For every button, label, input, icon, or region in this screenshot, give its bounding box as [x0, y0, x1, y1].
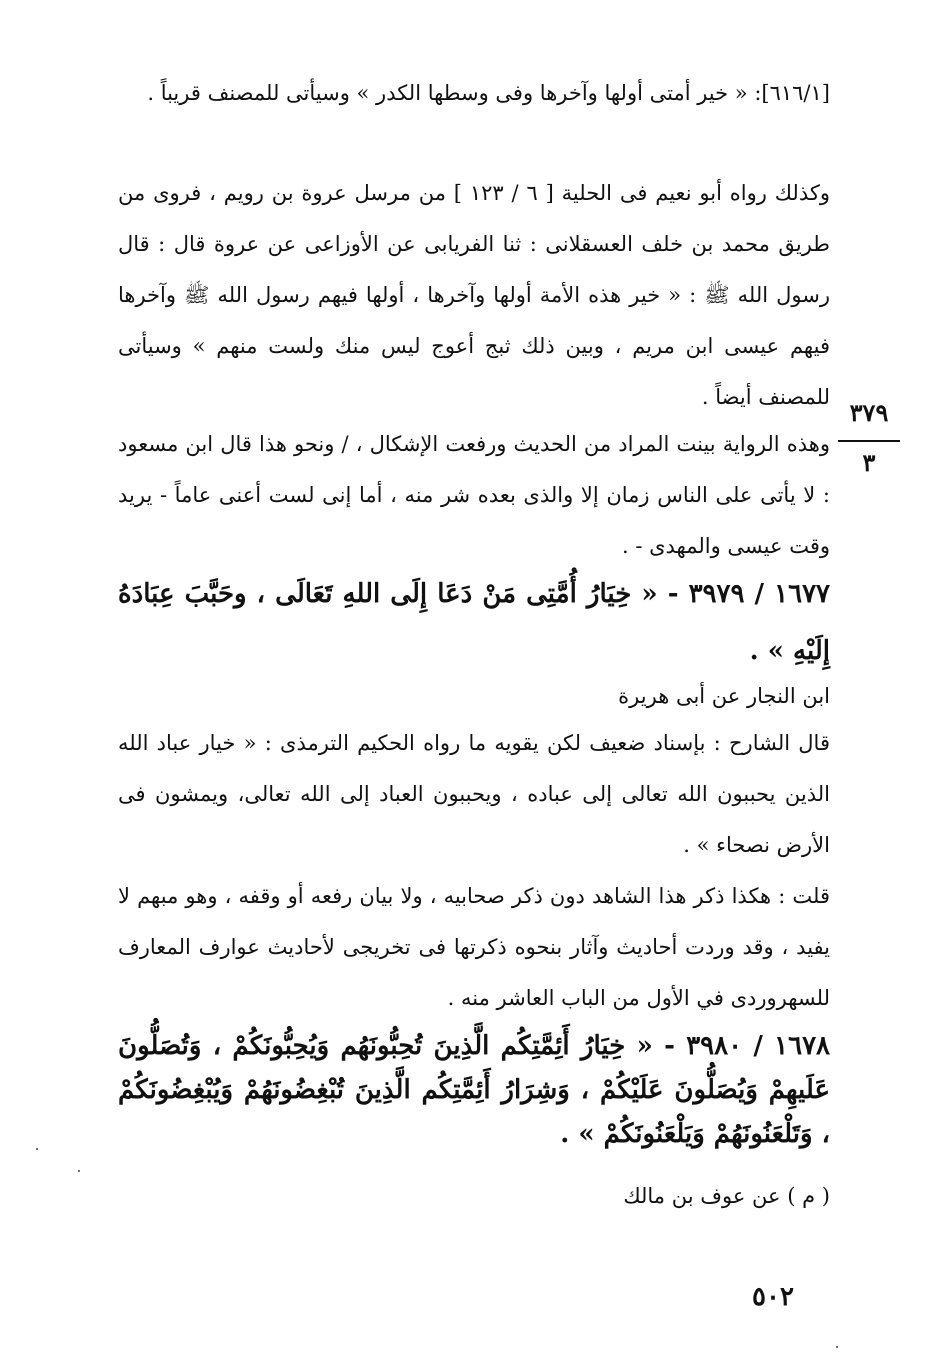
page-number: ٥٠٢ [752, 1282, 794, 1312]
commentary-paragraph-3: وهذه الرواية بينت المراد من الحديث ورفعت الإشكال ، / ونحو هذا قال ابن مسعود : لا يأتى على الناس زمان إلا والذى بعده شر منه ، أما إنى لست أعنى عاماً - يريد وقت عيسى والمهدى - . [118, 432, 831, 558]
hadith-1678: ١٦٧٨ / ٣٩٨٠ - « خِيَارُ أَئِمَّتِكُم الَّذِينَ تُحِبُّونَهُم وَيُحِبُّونَكُمْ ، وَتُصَلُّونَ عَلَيهِمْ وَيُصَلُّونَ عَلَيْكُمْ ، وَشِرَارُ أَئِمَّتِكُم الَّذِينَ تُبْغِضُونَهُمْ وَيُبْغِضُونَكُمْ ، وَتَلْعَنُونَهُمْ وَيَلْعَنُونَكُمْ » . [118, 1031, 830, 1149]
scan-speck [836, 1346, 838, 1348]
commentary-paragraph-5: قلت : هكذا ذكر هذا الشاهد دون ذكر صحابيه ، ولا بيان رفعه أو وقفه ، وهو مبهم لا يفيد ، وقد وردت أحاديث وآثار بنحوه ذكرتها فى تخريجى لأحاديث عوارف المعارف للسهروردى في الأول من الباب العاشر منه . [118, 884, 830, 1010]
hadith-1678-source: ( م ) عن عوف بن مالك [623, 1184, 830, 1208]
hadith-1677: ١٦٧٧ / ٣٩٧٩ - « خِيَارُ أُمَّتِى مَنْ دَعَا إِلَى اللهِ تَعَالَى ، وحَبَّبَ عِبَادَهُ إِلَيْهِ » . [118, 579, 830, 666]
scan-speck [78, 1170, 80, 1172]
hadith-1677-source: ابن النجار عن أبى هريرة [618, 684, 830, 708]
scan-speck [36, 1148, 38, 1150]
commentary-paragraph-4: قال الشارح : بإسناد ضعيف لكن يقويه ما رواه الحكيم الترمذى : « خيار عباد الله الذين يحببون الله تعالى إلى عباده ، ويحببون العباد إلى الله تعالى، ويمشون فى الأرض نصحاء » . [118, 731, 830, 857]
commentary-paragraph-1: [٦١٦/١]: « خير أمتى أولها وآخرها وفى وسطها الكدر » وسيأتى للمصنف قريباً . [147, 81, 830, 105]
margin-divider [838, 440, 900, 442]
margin-part-number: ٣ [862, 448, 876, 477]
margin-volume-page-number: ٣٧٩ [849, 398, 889, 427]
commentary-paragraph-2: وكذلك رواه أبو نعيم فى الحلية [ ٦ / ١٢٣ ] من مرسل عروة بن رويم ، فروى من طريق محمد بن خلف العسقلانى : ثنا الفريابى عن الأوزاعى عن عروة قال : قال رسول الله ﷺ : « خير هذه الأمة أولها وآخرها ، أولها فيهم رسول الله ﷺ وآخرها فيهم عيسى ابن مريم ، وبين ذلك ثبج أعوج ليس منك ولست منهم » وسيأتى للمصنف أيضاً . [118, 181, 830, 409]
